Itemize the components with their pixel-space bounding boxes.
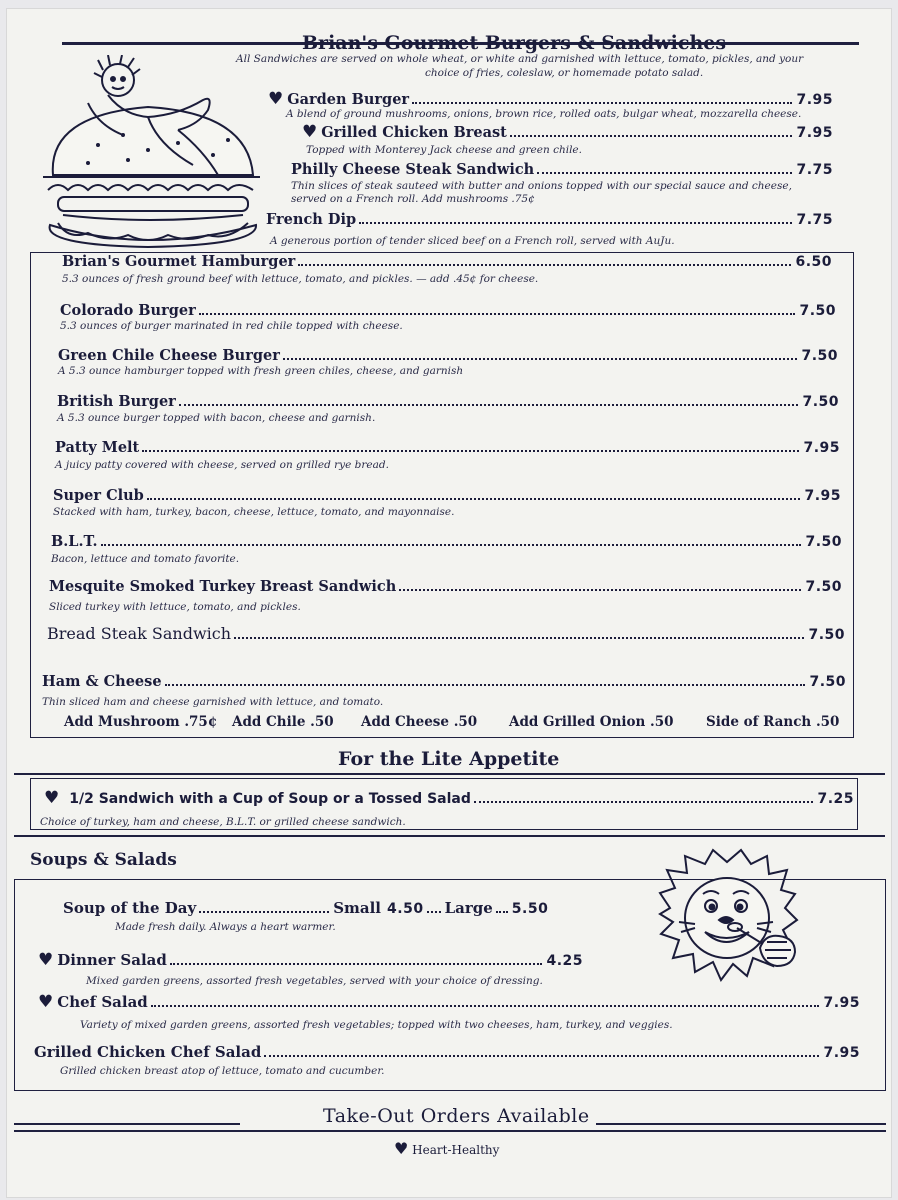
- addon-grilled-onion: [509, 714, 674, 730]
- menu-item-philly-cheese-steak: [291, 161, 833, 178]
- item-name: Garden Burger: [287, 91, 410, 108]
- item-desc-box-7: Sliced turkey with lettuce, tomato, and pickles.: [49, 601, 301, 613]
- heart-icon: ♥: [268, 89, 284, 109]
- item-desc-chef-salad: Variety of mixed garden greens, assorted fresh vegetables; topped with two cheeses, ham, turkey, and veggies.: [80, 1019, 673, 1031]
- item-desc-box-3: A 5.3 ounce burger topped with bacon, cheese and garnish.: [57, 412, 376, 424]
- burger-illustration: [28, 55, 268, 250]
- leader-dots: [101, 544, 802, 546]
- item-price: 7.95: [796, 125, 833, 141]
- item-desc-box-6: Bacon, lettuce and tomato favorite.: [51, 553, 240, 565]
- item-price: 7.95: [823, 995, 860, 1011]
- footer-rule-right: [596, 1123, 886, 1125]
- item-name: Patty Melt: [55, 439, 140, 456]
- menu-item-garden-burger: [268, 91, 833, 108]
- item-price: 7.75: [796, 212, 833, 228]
- footer-rule-left: [14, 1123, 240, 1125]
- menu-item-box-4: [55, 439, 840, 456]
- item-price: 7.95: [823, 1045, 860, 1061]
- menu-item-box-9: [42, 673, 846, 690]
- leader-dots: [179, 404, 799, 406]
- heart-icon: ♥: [302, 122, 318, 142]
- heart-icon: ♥: [38, 950, 54, 970]
- item-name: Chef Salad: [57, 993, 148, 1011]
- heart-icon: ♥: [394, 1139, 409, 1158]
- menu-item-box-7: [49, 578, 842, 595]
- menu-item-box-6: [51, 533, 842, 550]
- menu-item-half-sandwich: [44, 790, 854, 807]
- item-name: Grilled Chicken Chef Salad: [34, 1043, 262, 1061]
- item-price: 7.95: [796, 92, 833, 108]
- item-price: 7.25: [817, 791, 854, 807]
- menu-item-box-8: [47, 624, 845, 643]
- addon-label: Add Cheese: [361, 714, 449, 730]
- addon-cheese: [361, 714, 477, 730]
- addon-ranch: [706, 714, 839, 730]
- heart-icon: ♥: [44, 788, 60, 808]
- leader-dots: [412, 102, 792, 104]
- takeout-notice: Take-Out Orders Available: [323, 1105, 590, 1127]
- item-name: Soup of the Day: [63, 899, 197, 917]
- item-price: 7.50: [801, 348, 838, 364]
- item-desc-french-dip: A generous portion of tender sliced beef on a French roll, served with AuJu.: [270, 235, 675, 247]
- addons-row: [64, 714, 854, 734]
- addon-label: Add Chile: [232, 714, 306, 730]
- item-desc-garden-burger: A blend of ground mushrooms, onions, brown rice, rolled oats, bulgar wheat, mozzarella cheese.: [286, 108, 802, 120]
- item-name: Dinner Salad: [57, 951, 167, 969]
- item-name: Ham & Cheese: [42, 673, 162, 690]
- menu-item-box-3: [57, 393, 839, 410]
- item-price: 4.25: [546, 953, 583, 969]
- item-desc-grilled-chicken: Topped with Monterey Jack cheese and green chile.: [306, 144, 582, 156]
- item-name: Bread Steak Sandwich: [47, 624, 232, 643]
- menu-subtitle: All Sandwiches are served on whole wheat, or white and garnished with lettuce, tomato, pickles, and your: [236, 53, 804, 65]
- item-desc-half-sandwich: Choice of turkey, ham and cheese, B.L.T. or grilled cheese sandwich.: [40, 816, 406, 828]
- leader-dots: [537, 172, 792, 174]
- leader-dots: [234, 637, 804, 639]
- item-name: Mesquite Smoked Turkey Breast Sandwich: [49, 578, 397, 595]
- item-price: 7.50: [802, 394, 839, 410]
- leader-dots: [199, 313, 796, 315]
- item-price: 7.95: [804, 488, 841, 504]
- item-price: 7.50: [805, 579, 842, 595]
- item-desc-soup: Made fresh daily. Always a heart warmer.: [115, 921, 336, 933]
- item-name: Brian's Gourmet Hamburger: [62, 253, 296, 270]
- item-desc-grilled-chicken-chef-salad: Grilled chicken breast atop of lettuce, tomato and cucumber.: [60, 1065, 385, 1077]
- leader-dots: [399, 589, 801, 591]
- item-name: Colorado Burger: [60, 302, 196, 319]
- item-desc-dinner-salad: Mixed garden greens, assorted fresh vegetables, served with your choice of dressing.: [86, 975, 543, 987]
- item-name: Super Club: [53, 487, 144, 504]
- item-price: 7.75: [796, 162, 833, 178]
- heart-legend: [394, 1139, 499, 1158]
- item-desc-box-4: A juicy patty covered with cheese, served on grilled rye bread.: [55, 459, 389, 471]
- leader-dots: [199, 911, 329, 913]
- heart-legend-label: Heart-Healthy: [412, 1143, 500, 1157]
- addon-price: .50: [310, 714, 334, 730]
- leader-dots: [151, 1005, 820, 1007]
- leader-dots: [298, 264, 791, 266]
- menu-item-grilled-chicken-chef-salad: [34, 1043, 860, 1061]
- item-price: 6.50: [795, 254, 832, 270]
- item-desc-box-0: 5.3 ounces of fresh ground beef with lettuce, tomato, and pickles. — add .45¢ for cheese.: [62, 273, 539, 285]
- item-price: 7.50: [799, 303, 836, 319]
- menu-item-french-dip: [266, 211, 833, 228]
- addon-price: .50: [453, 714, 478, 730]
- soup-small-label: Small: [333, 899, 382, 917]
- addon-price: .50: [650, 714, 674, 730]
- menu-item-box-0: [62, 253, 832, 270]
- item-price: 7.50: [808, 627, 845, 643]
- item-name: British Burger: [57, 393, 176, 410]
- menu-item-box-1: [60, 302, 836, 319]
- leader-dots: [283, 358, 798, 360]
- heart-icon: ♥: [38, 992, 54, 1012]
- addon-price: .50: [815, 714, 840, 730]
- soup-large-label: Large: [444, 899, 493, 917]
- soup-small-price: 4.50: [387, 901, 424, 917]
- lite-rule-bottom: [14, 835, 885, 837]
- addon-mushroom: Add Mushroom .75¢: [64, 714, 218, 730]
- soup-large-price: 5.50: [511, 901, 549, 917]
- item-desc-philly-1: Thin slices of steak sauteed with butter and onions topped with our special sauce and cheese,: [291, 180, 792, 192]
- menu-item-grilled-chicken-breast: [302, 124, 833, 141]
- item-name: 1/2 Sandwich with a Cup of Soup or a Tossed Salad: [69, 791, 471, 807]
- footer-rule-full: [14, 1130, 886, 1132]
- item-name: French Dip: [266, 211, 357, 228]
- menu-title: Brian's Gourmet Burgers & Sandwiches: [302, 32, 727, 54]
- item-desc-box-1: 5.3 ounces of burger marinated in red chile topped with cheese.: [60, 320, 403, 332]
- menu-subtitle-2: choice of fries, coleslaw, or homemade potato salad.: [425, 67, 704, 79]
- menu-item-box-5: [53, 487, 841, 504]
- item-price: 7.50: [805, 534, 842, 550]
- lite-heading: For the Lite Appetite: [338, 748, 560, 770]
- lite-rule-top: [14, 773, 885, 775]
- leader-dots: [359, 222, 792, 224]
- item-desc-box-5: Stacked with ham, turkey, bacon, cheese, lettuce, tomato, and mayonnaise.: [53, 506, 455, 518]
- leader-dots: [496, 911, 508, 913]
- item-desc-box-9: Thin sliced ham and cheese garnished with lettuce, and tomato.: [42, 696, 384, 708]
- leader-dots: [142, 450, 799, 452]
- item-desc-box-2: A 5.3 ounce hamburger topped with fresh green chiles, cheese, and garnish: [58, 365, 464, 377]
- menu-item-soup-of-the-day: [63, 899, 583, 917]
- lion-illustration: [655, 848, 815, 988]
- item-name: Philly Cheese Steak Sandwich: [291, 161, 535, 178]
- leader-dots: [474, 801, 814, 803]
- leader-dots: [510, 135, 793, 137]
- menu-item-box-2: [58, 347, 838, 364]
- menu-item-dinner-salad: [38, 951, 583, 969]
- item-price: 7.50: [809, 674, 846, 690]
- menu-item-chef-salad: [38, 993, 860, 1011]
- addon-label: Side of Ranch: [706, 714, 812, 730]
- item-name: Grilled Chicken Breast: [321, 124, 507, 141]
- item-name: Green Chile Cheese Burger: [58, 347, 280, 364]
- leader-dots: [264, 1055, 819, 1057]
- addon-chile: [232, 714, 334, 730]
- leader-dots: [427, 911, 441, 913]
- item-price: 7.95: [803, 440, 840, 456]
- item-desc-philly-2: served on a French roll. Add mushrooms .75¢: [291, 193, 535, 205]
- addon-label: Add Grilled Onion: [509, 714, 646, 730]
- item-name: B.L.T.: [51, 533, 98, 550]
- soups-heading: Soups & Salads: [30, 850, 177, 870]
- leader-dots: [170, 963, 543, 965]
- leader-dots: [165, 684, 806, 686]
- leader-dots: [147, 498, 801, 500]
